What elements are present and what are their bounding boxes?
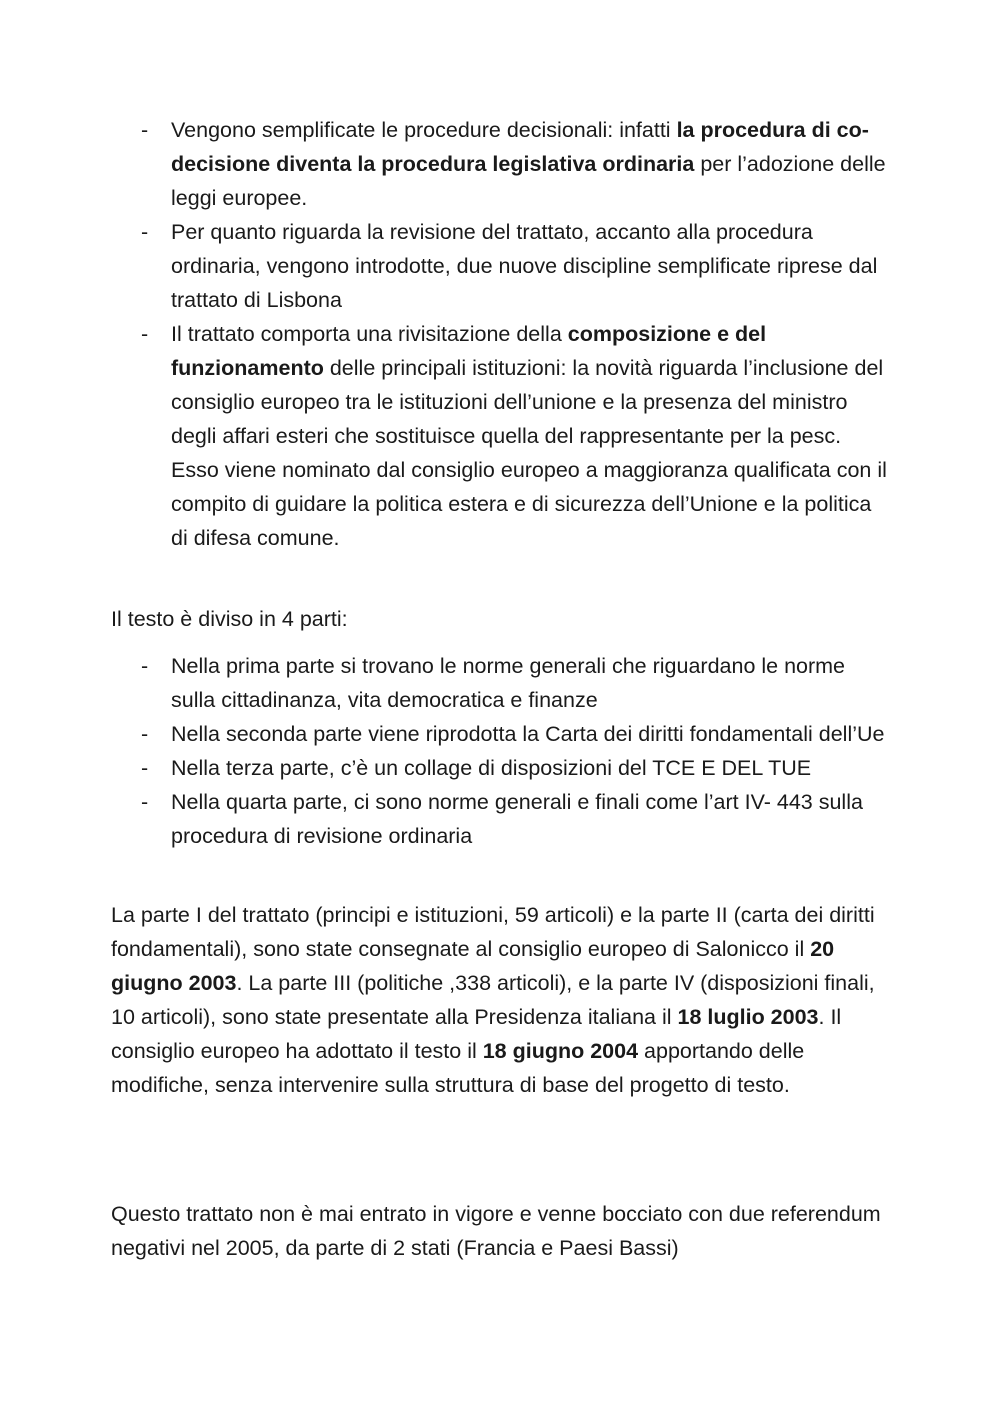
list-item xyxy=(111,649,891,717)
text-span: Il trattato comporta una rivisitazione della xyxy=(171,322,568,346)
text-span: per l’adozione delle leggi europee. xyxy=(171,152,886,210)
parts-list xyxy=(111,649,891,853)
text-span: Nella quarta parte, ci sono norme generali e finali come l’art IV- 443 sulla procedura di revisione ordinaria xyxy=(171,790,863,848)
list-item xyxy=(111,215,891,317)
reform-list xyxy=(111,113,891,555)
list-item xyxy=(111,113,891,215)
text-span: delle principali istituzioni: la novità riguarda l’inclusione del consiglio europeo tra le istituzioni dell’unione e la presenza del ministro degli affari esteri che sostituisce quella del rappresentante per la pesc. Esso viene nominato dal consiglio europeo a maggioranza qualificata con il compito di guidare la politica estera e di sicurezza dell’Unione e la politica di difesa comune. xyxy=(171,356,887,550)
text-span: apportando delle modifiche, senza intervenire sulla struttura di base del progetto di testo. xyxy=(111,1039,805,1097)
bold-date: 20 giugno 2003 xyxy=(111,937,835,995)
text-span: . La parte III (politiche ,338 articoli), e la parte IV (disposizioni finali, 10 articoli), sono state presentate alla Presidenza italiana il xyxy=(111,971,875,1029)
text-span: Questo trattato non è mai entrato in vigore e venne bocciato con due referendum negativi nel 2005, da parte di 2 stati (Francia e Paesi Bassi) xyxy=(111,1202,881,1260)
text-span: . Il consiglio europeo ha adottato il testo il xyxy=(111,1005,842,1063)
text-span: Nella seconda parte viene riprodotta la Carta dei diritti fondamentali dell’Ue xyxy=(171,722,885,746)
section-intro: Il testo è diviso in 4 parti: xyxy=(111,607,348,631)
text-span: Per quanto riguarda la revisione del trattato, accanto alla procedura ordinaria, vengono introdotte, due nuove discipline semplificate riprese dal trattato di Lisbona xyxy=(171,220,878,312)
bold-span: la procedura di co-decisione diventa la procedura legislativa ordinaria xyxy=(171,118,869,176)
bold-date: 18 luglio 2003 xyxy=(677,1005,819,1029)
text-span: Vengono semplificate le procedure decisionali: infatti xyxy=(171,118,677,142)
list-item xyxy=(111,751,891,785)
text-span: La parte I del trattato (principi e istituzioni, 59 articoli) e la parte II (carta dei diritti fondamentali), sono state consegnate al consiglio europeo di Salonicco il xyxy=(111,903,875,961)
list-item xyxy=(111,785,891,853)
conclusion-paragraph xyxy=(111,1197,891,1265)
text-span: Nella terza parte, c’è un collage di disposizioni del TCE E DEL TUE xyxy=(171,756,812,780)
bold-date: 18 giugno 2004 xyxy=(482,1039,639,1063)
history-paragraph xyxy=(111,898,891,1102)
list-item xyxy=(111,317,891,555)
text-span: Nella prima parte si trovano le norme generali che riguardano le norme sulla cittadinanza, vita democratica e finanze xyxy=(171,654,846,712)
list-item xyxy=(111,717,891,751)
bold-span: composizione e del funzionamento xyxy=(171,322,767,380)
